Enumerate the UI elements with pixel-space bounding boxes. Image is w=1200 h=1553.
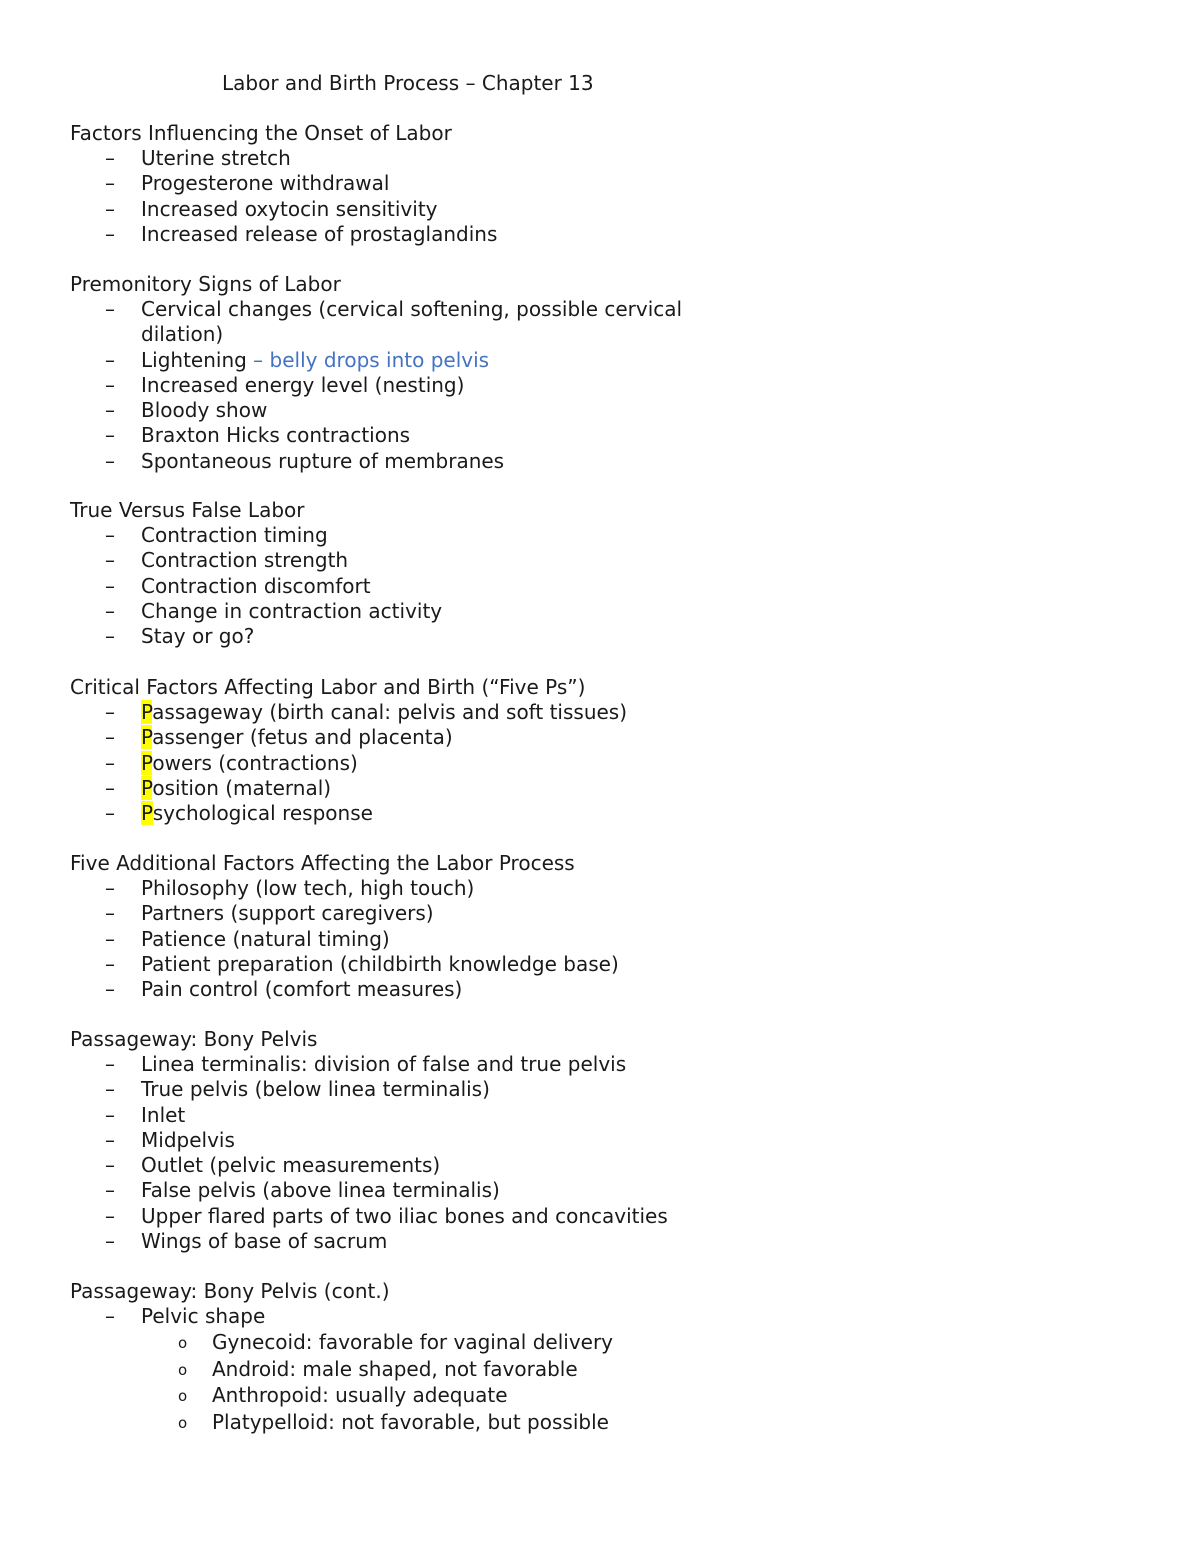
section-heading: Premonitory Signs of Labor bbox=[70, 272, 341, 296]
list-item: – Contraction strength bbox=[105, 548, 349, 573]
list-item: – Braxton Hicks contractions bbox=[105, 423, 411, 448]
bullet-list bbox=[70, 297, 1130, 474]
section-five-ps bbox=[70, 675, 1130, 826]
annotation-note: – belly drops into pelvis bbox=[246, 347, 490, 372]
list-item: – False pelvis (above linea terminalis) bbox=[105, 1178, 500, 1203]
dash-bullet: – bbox=[105, 196, 115, 221]
section-bony-pelvis-cont bbox=[70, 1279, 1130, 1436]
list-item: – Outlet (pelvic measurements) bbox=[105, 1153, 441, 1178]
section-additional-factors bbox=[70, 851, 1130, 1002]
list-item: – Increased energy level (nesting) bbox=[105, 372, 465, 397]
section-onset-factors bbox=[70, 121, 1130, 247]
list-item: – Lightening – belly drops into pelvis bbox=[105, 347, 490, 372]
section-bony-pelvis bbox=[70, 1027, 1130, 1254]
dash-bullet: – bbox=[105, 372, 115, 397]
list-item: – Inlet bbox=[105, 1102, 186, 1127]
list-item: – Cervical changes (cervical softening, possible cervical dilation) bbox=[105, 297, 683, 347]
dash-bullet: – bbox=[105, 725, 115, 750]
sub-list-item: o Android: male shaped, not favorable bbox=[70, 1356, 1130, 1383]
circle-bullet-icon: o bbox=[178, 1334, 188, 1353]
section-true-false-labor bbox=[70, 498, 1130, 649]
dash-bullet: – bbox=[105, 221, 115, 246]
circle-bullet-icon: o bbox=[178, 1414, 188, 1433]
dash-bullet: – bbox=[105, 548, 115, 573]
dash-bullet: – bbox=[105, 775, 115, 800]
bullet-list bbox=[70, 700, 1130, 826]
section-premonitory-signs bbox=[70, 272, 1130, 474]
list-item: – Linea terminalis: division of false and true pelvis bbox=[105, 1052, 627, 1076]
dash-bullet: – bbox=[105, 523, 115, 547]
list-item: – Patient preparation (childbirth knowledge base) bbox=[105, 951, 619, 976]
list-item: – Midpelvis bbox=[105, 1127, 235, 1152]
sub-bullet-list bbox=[70, 1329, 1130, 1435]
list-item: – Change in contraction activity bbox=[105, 598, 443, 623]
list-item: – Pelvic shape bbox=[105, 1304, 266, 1328]
list-item: – Passenger (fetus and placenta) bbox=[105, 725, 453, 750]
highlighted-initial: P bbox=[141, 725, 153, 750]
sub-list-item: o Platypelloid: not favorable, but possible bbox=[70, 1409, 1130, 1436]
bullet-list bbox=[70, 1304, 1130, 1329]
list-item: – Increased release of prostaglandins bbox=[105, 221, 498, 246]
bullet-list bbox=[70, 876, 1130, 1002]
section-heading: Factors Influencing the Onset of Labor bbox=[70, 121, 452, 145]
dash-bullet: – bbox=[105, 624, 115, 649]
dash-bullet: – bbox=[105, 1229, 115, 1254]
dash-bullet: – bbox=[105, 146, 115, 170]
circle-bullet-icon: o bbox=[178, 1360, 188, 1379]
dash-bullet: – bbox=[105, 1052, 115, 1076]
list-item: – Patience (natural timing) bbox=[105, 926, 390, 951]
list-item: – Contraction discomfort bbox=[105, 573, 371, 598]
dash-bullet: – bbox=[105, 901, 115, 926]
list-item: – Progesterone withdrawal bbox=[105, 171, 390, 196]
list-item: – Contraction timing bbox=[105, 523, 328, 547]
dash-bullet: – bbox=[105, 1203, 115, 1228]
section-heading: Five Additional Factors Affecting the Labor Process bbox=[70, 851, 575, 875]
dash-bullet: – bbox=[105, 171, 115, 196]
dash-bullet: – bbox=[105, 1178, 115, 1203]
sub-list-item: o Anthropoid: usually adequate bbox=[70, 1382, 1130, 1409]
dash-bullet: – bbox=[105, 598, 115, 623]
section-heading: Critical Factors Affecting Labor and Birth (“Five Ps”) bbox=[70, 675, 586, 699]
bullet-list bbox=[70, 1052, 1130, 1254]
bullet-list bbox=[70, 146, 1130, 247]
list-item: – True pelvis (below linea terminalis) bbox=[105, 1077, 490, 1102]
dash-bullet: – bbox=[105, 1102, 115, 1127]
dash-bullet: – bbox=[105, 951, 115, 976]
sub-list-item: o Gynecoid: favorable for vaginal delivery bbox=[70, 1329, 1130, 1356]
dash-bullet: – bbox=[105, 1153, 115, 1178]
dash-bullet: – bbox=[105, 398, 115, 423]
section-heading: Passageway: Bony Pelvis bbox=[70, 1027, 318, 1051]
section-heading: Passageway: Bony Pelvis (cont.) bbox=[70, 1279, 390, 1303]
highlighted-initial: P bbox=[141, 700, 153, 724]
list-item: – Spontaneous rupture of membranes bbox=[105, 448, 505, 473]
dash-bullet: – bbox=[105, 448, 115, 473]
list-item: – Pain control (comfort measures) bbox=[105, 977, 463, 1002]
dash-bullet: – bbox=[105, 876, 115, 900]
list-item: – Increased oxytocin sensitivity bbox=[105, 196, 438, 221]
section-heading: True Versus False Labor bbox=[70, 498, 305, 522]
highlighted-initial: P bbox=[141, 775, 153, 800]
dash-bullet: – bbox=[105, 926, 115, 951]
list-item: – Partners (support caregivers) bbox=[105, 901, 434, 926]
list-item: – Powers (contractions) bbox=[105, 750, 358, 775]
dash-bullet: – bbox=[105, 977, 115, 1002]
list-item: – Psychological response bbox=[105, 801, 373, 826]
dash-bullet: – bbox=[105, 347, 115, 372]
circle-bullet-icon: o bbox=[178, 1387, 188, 1406]
list-item: – Stay or go? bbox=[105, 624, 255, 649]
list-item: – Passageway (birth canal: pelvis and soft tissues) bbox=[105, 700, 628, 724]
list-item: – Wings of base of sacrum bbox=[105, 1229, 388, 1254]
highlighted-initial: P bbox=[141, 750, 153, 775]
dash-bullet: – bbox=[105, 1077, 115, 1102]
highlighted-initial: P bbox=[141, 801, 153, 826]
dash-bullet: – bbox=[105, 1127, 115, 1152]
list-item: – Philosophy (low tech, high touch) bbox=[105, 876, 475, 900]
dash-bullet: – bbox=[105, 423, 115, 448]
list-item: – Position (maternal) bbox=[105, 775, 332, 800]
bullet-list bbox=[70, 523, 1130, 649]
dash-bullet: – bbox=[105, 750, 115, 775]
dash-bullet: – bbox=[105, 297, 115, 321]
list-item: – Bloody show bbox=[105, 398, 268, 423]
dash-bullet: – bbox=[105, 700, 115, 724]
dash-bullet: – bbox=[105, 801, 115, 826]
list-item: – Uterine stretch bbox=[105, 146, 291, 170]
document-title: Labor and Birth Process – Chapter 13 bbox=[222, 71, 594, 95]
dash-bullet: – bbox=[105, 1304, 115, 1328]
dash-bullet: – bbox=[105, 573, 115, 598]
list-item: – Upper flared parts of two iliac bones and concavities bbox=[105, 1203, 668, 1228]
